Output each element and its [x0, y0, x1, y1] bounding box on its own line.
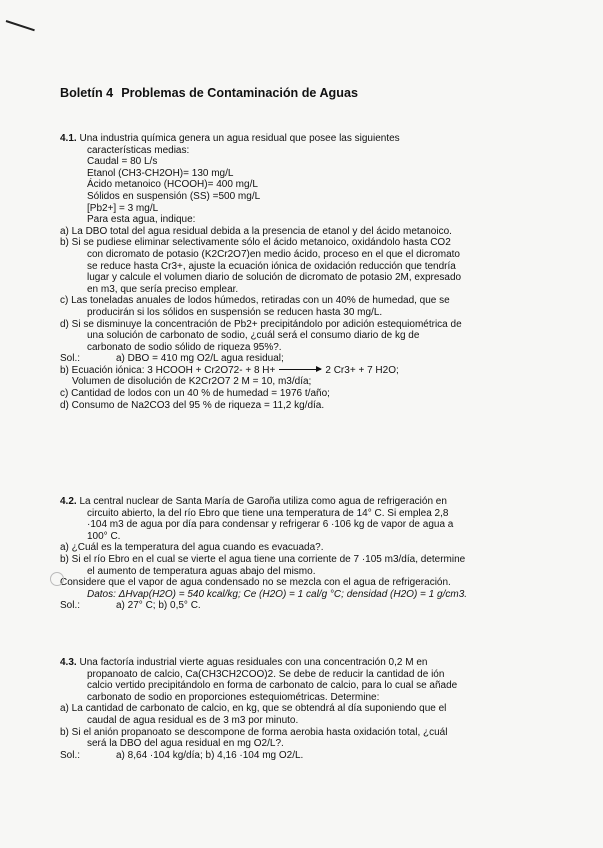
problem-4-1-intro — [60, 133, 570, 145]
text-line: 100° C. — [87, 530, 121, 542]
reaction-arrow-icon — [279, 369, 321, 370]
text-line: calcio vertido precipitándolo en forma de carbonato de calcio, para lo cual se añade — [87, 680, 458, 692]
text-line: características medias: — [87, 144, 190, 156]
text-line: en m3, que sería preciso emplear. — [87, 283, 239, 295]
question-a: a) La DBO total del agua residual debida a la presencia de etanol y del ácido metanoico. — [60, 225, 452, 237]
data-etanol: Etanol (CH3-CH2OH)= 130 mg/L — [87, 167, 234, 179]
question-d: d) Si se disminuye la concentración de Pb2+ precipitándolo por adición estequiométrica de — [60, 318, 462, 330]
question-c: c) Las toneladas anuales de lodos húmedos, retiradas con un 40% de humedad, que se — [60, 295, 450, 307]
problem-number: 4.3. — [60, 657, 77, 668]
text-line: circuito abierto, la del río Ebro que tiene una temperatura de 14° C. Si emplea 2,8 — [87, 507, 449, 519]
text-line: Para esta agua, indique: — [87, 214, 196, 226]
data-line: Datos: ΔHvap(H2O) = 540 kcal/kg; Ce (H2O) = 1 cal/g °C; densidad (H2O) = 1 g/cm3. — [87, 588, 468, 600]
text-line: caudal de agua residual es de 3 m3 por minuto. — [87, 714, 299, 726]
solution-label: Sol.: — [60, 749, 81, 761]
question-b: b) Si se pudiese eliminar selectivamente sólo el ácido metanoico, oxidándolo hasta CO2 — [60, 237, 451, 249]
solution-a: a) DBO = 410 mg O2/L agua residual; — [116, 353, 284, 365]
solution-text: a) 27° C; b) 0,5° C. — [116, 600, 201, 612]
text-line: Una industria química genera un agua residual que posee las siguientes — [79, 133, 400, 144]
text-line: será la DBO del agua residual en mg O2/L?. — [87, 738, 284, 750]
text-line: Una factoría industrial vierte aguas residuales con una concentración 0,2 M en — [79, 657, 428, 668]
pen-stroke-mark — [6, 20, 35, 31]
equation-left: b) Ecuación iónica: 3 HCOOH + Cr2O72- + 8 H+ — [60, 364, 276, 376]
solution-4-1 — [60, 353, 570, 365]
problem-number: 4.2. — [60, 496, 77, 507]
solution-c: c) Cantidad de lodos con un 40 % de humedad = 1976 t/año; — [60, 388, 330, 400]
question-a: a) La cantidad de carbonato de calcio, en kg, que se obtendrá al día suponiendo que el — [60, 703, 447, 715]
solution-b — [60, 365, 570, 377]
question-b: b) Si el anión propanoato se descompone de forma aerobia hasta oxidación total, ¿cuál — [60, 726, 448, 738]
hole-punch-mark — [50, 572, 64, 586]
text-line: el aumento de temperatura aguas abajo del mismo. — [87, 565, 316, 577]
question-a: a) ¿Cuál es la temperatura del agua cuando es evacuada?. — [60, 542, 324, 554]
text-line: Considere que el vapor de agua condensado no se mezcla con el agua de refrigeración. — [60, 577, 451, 589]
problem-4-2 — [60, 496, 570, 612]
bulletin-title: Problemas de Contaminación de Aguas — [121, 86, 358, 100]
text-line: Volumen de disolución de K2Cr2O7 2 M = 10, m3/día; — [72, 376, 312, 388]
solution-label: Sol.: — [60, 600, 81, 612]
solution-label: Sol.: — [60, 353, 81, 365]
text-line: ·104 m3 de agua por día para condensar y refrigerar 6 ·106 kg de vapor de agua a — [87, 519, 454, 531]
text-line: se reduce hasta Cr3+, ajuste la ecuación iónica de oxidación reducción que tendría — [87, 260, 456, 272]
problem-number: 4.1. — [60, 133, 77, 144]
solution-text: a) 8,64 ·104 kg/día; b) 4,16 ·104 mg O2/L. — [116, 749, 304, 761]
problem-4-3-intro — [60, 657, 570, 669]
data-plomo: [Pb2+] = 3 mg/L — [87, 202, 159, 214]
text-line: producirán si los sólidos en suspensión se reducen hasta 30 mg/L. — [87, 306, 383, 318]
solution-4-2 — [60, 600, 570, 612]
data-caudal: Caudal = 80 L/s — [87, 156, 158, 168]
data-solidos: Sólidos en suspensión (SS) =500 mg/L — [87, 190, 261, 202]
question-b: b) Si el río Ebro en el cual se vierte el agua tiene una corriente de 7 ·105 m3/día, determine — [60, 553, 466, 565]
text-line: con dicromato de potasio (K2Cr2O7)en medio ácido, proceso en el que el dicromato — [87, 248, 460, 260]
problem-4-1 — [60, 133, 570, 411]
solution-4-3 — [60, 750, 570, 762]
page-title — [60, 86, 358, 100]
text-line: La central nuclear de Santa María de Garoña utiliza como agua de refrigeración en — [79, 496, 447, 507]
text-line: carbonato de sodio en proporciones estequiométricas. Determine: — [87, 691, 380, 703]
problem-4-2-intro — [60, 496, 570, 508]
data-acido: Ácido metanoico (HCOOH)= 400 mg/L — [87, 179, 258, 191]
text-line: propanoato de calcio, Ca(CH3CH2COO)2. Se debe de reducir la cantidad de ión — [87, 668, 445, 680]
text-line: carbonato de sodio sólido de riqueza 95%?. — [87, 341, 282, 353]
solution-d: d) Consumo de Na2CO3 del 95 % de riqueza = 11,2 kg/día. — [60, 399, 325, 411]
text-line: lugar y calcule el volumen diario de solución de dicromato de potasio 2M, expresado — [87, 272, 462, 284]
equation-right: 2 Cr3+ + 7 H2O; — [325, 364, 399, 376]
text-line: una solución de carbonato de sodio, ¿cuál será el consumo diario de kg de — [87, 330, 420, 342]
problem-4-3 — [60, 657, 570, 761]
bulletin-number: Boletín 4 — [60, 86, 114, 100]
